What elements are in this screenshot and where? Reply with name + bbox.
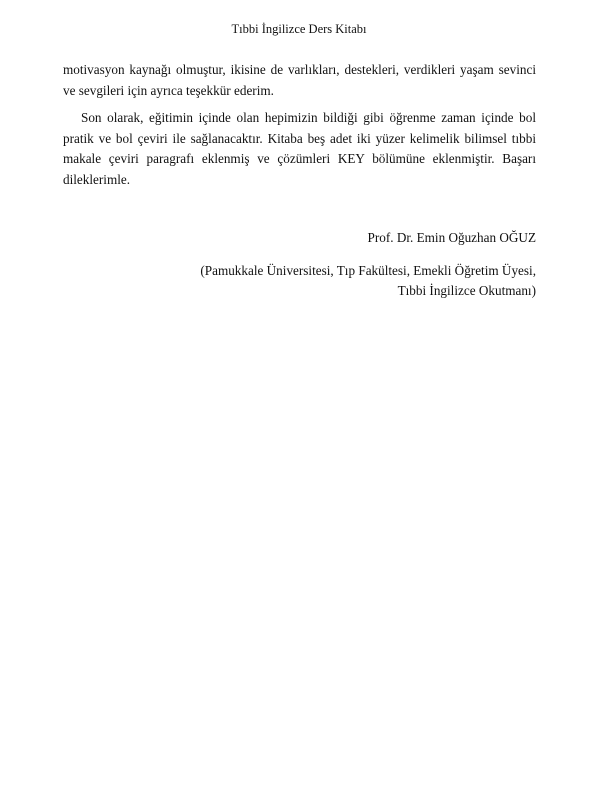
body-text <box>63 60 536 190</box>
paragraph-closing: Son olarak, eğitimin içinde olan hepimizin bildiği gibi öğrenme zaman içinde bol pratik ve bol çeviri ile sağlanacaktır. Kitaba beş adet iki yüzer kelimelik bilimsel tıbbi makale çeviri paragrafı eklenmiş ve çözümleri KEY bölümüne eklenmiştir. Başarı dileklerimle. <box>63 110 536 187</box>
author-name: Prof. Dr. Emin Oğuzhan OĞUZ <box>367 230 536 245</box>
paragraph-continuation: motivasyon kaynağı olmuştur, ikisine de varlıkları, destekleri, verdikleri yaşam sevinci ve sevgileri için ayrıca teşekkür ederim. <box>63 62 536 98</box>
running-header: Tıbbi İngilizce Ders Kitabı <box>231 22 367 36</box>
author-affiliation <box>63 261 536 302</box>
affiliation-line-1: (Pamukkale Üniversitesi, Tıp Fakültesi, Emekli Öğretim Üyesi, <box>200 262 536 278</box>
signature-block <box>63 228 536 302</box>
affiliation-line-2: Tıbbi İngilizce Okutmanı) <box>397 283 536 298</box>
